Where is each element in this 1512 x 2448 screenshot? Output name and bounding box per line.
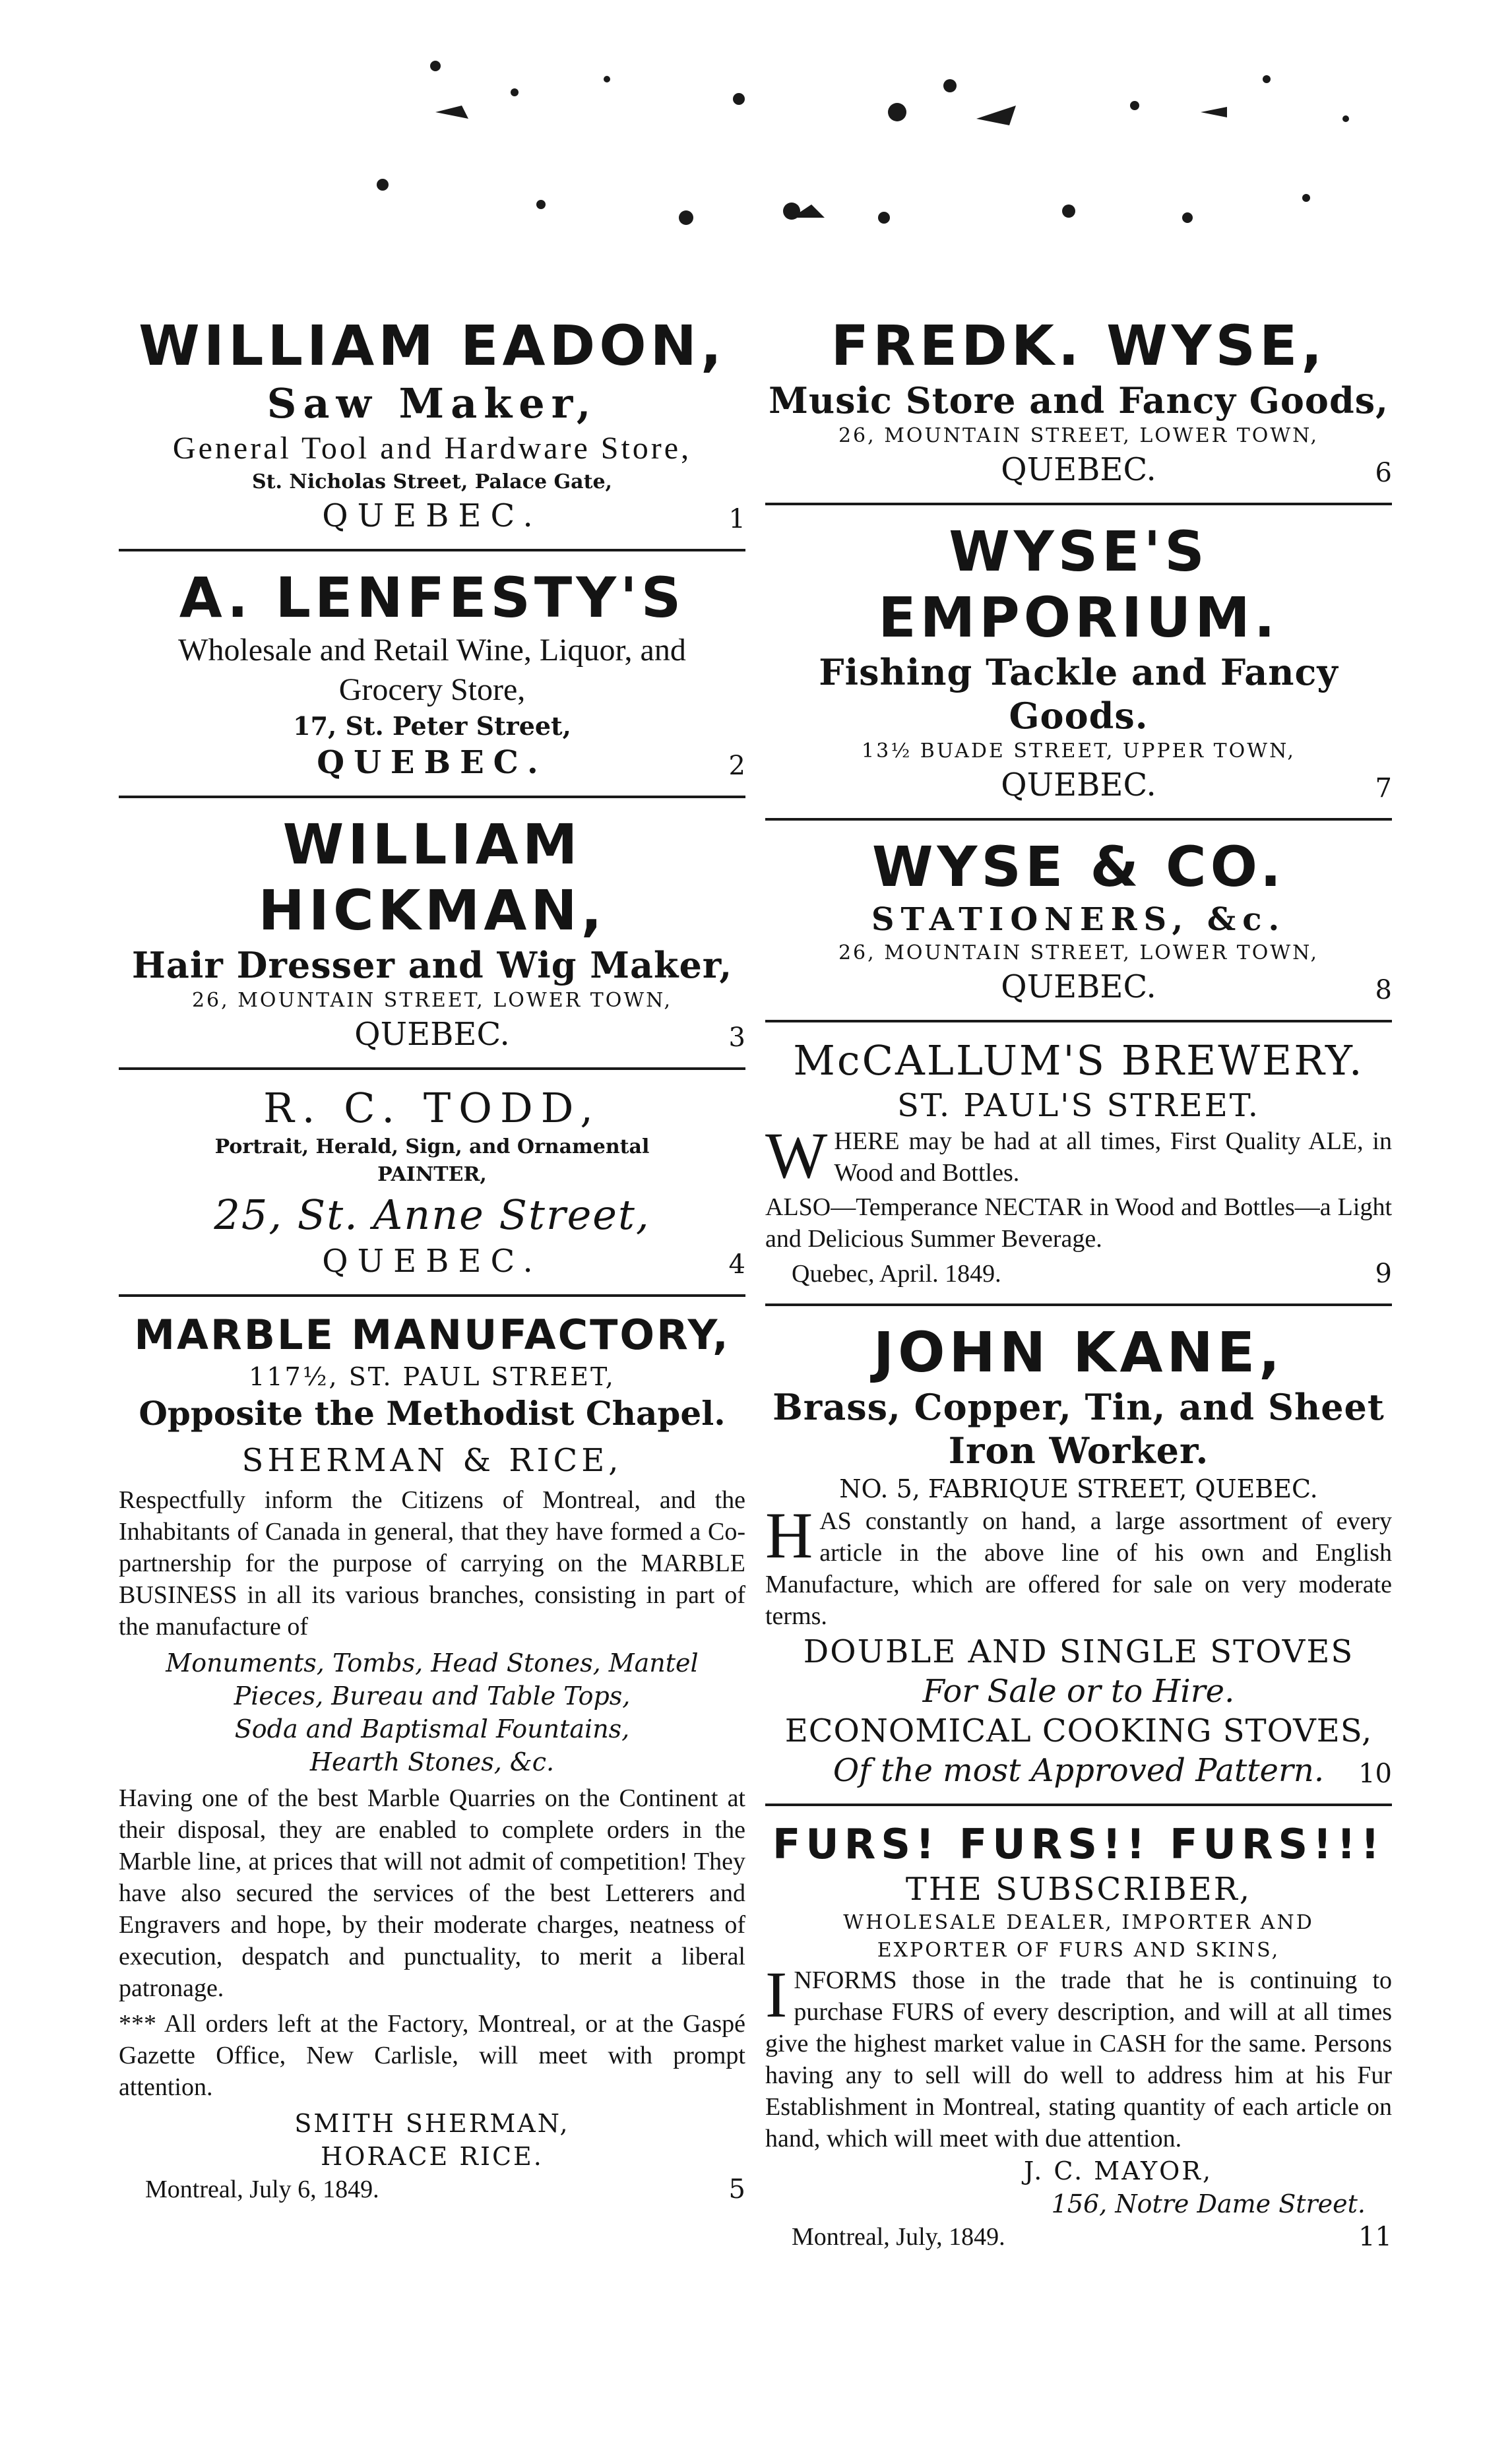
ad-number: 4 bbox=[728, 1249, 745, 1280]
trade-line-2: PAINTER, bbox=[377, 1163, 487, 1186]
city-line: QUEBEC. bbox=[322, 1243, 542, 1280]
divider bbox=[765, 1804, 1392, 1806]
announcement-paragraph: Respectfully inform the Citizens of Montreal, and the Inhabitants of Canada in general, that they have formed a Co-partnership for the purpose of carrying on the MARBLE BUSINESS in all its various branches, consisting in part of the manufacture of bbox=[119, 1486, 745, 1641]
address-line: 156, Notre Dame Street. bbox=[1051, 2189, 1366, 2218]
trade-line: STATIONERS, &c. bbox=[871, 901, 1286, 938]
advertiser-name: FURS! FURS!! FURS!!! bbox=[772, 1820, 1385, 1868]
role-line: WHOLESALE DEALER, IMPORTER AND EXPORTER OF FURS AND SKINS, bbox=[843, 1911, 1314, 1962]
ad-rc-todd bbox=[119, 1081, 745, 1290]
location-tagline: Opposite the Methodist Chapel. bbox=[139, 1394, 726, 1433]
divider bbox=[119, 796, 745, 798]
divider bbox=[765, 503, 1392, 505]
advertiser-name: MARBLE MANUFACTORY, bbox=[134, 1311, 730, 1359]
drop-cap: I bbox=[765, 1958, 788, 2031]
address-line: 17, St. Peter Street, bbox=[293, 711, 571, 741]
ad-number: 5 bbox=[728, 2174, 745, 2205]
product-line: Monuments, Tombs, Head Stones, Mantel bbox=[166, 1648, 699, 1678]
ad-fredk-wyse bbox=[765, 310, 1392, 499]
address-line: 26, MOUNTAIN STREET, LOWER TOWN, bbox=[838, 941, 1319, 964]
advertiser-name: WILLIAM HICKMAN, bbox=[258, 812, 606, 943]
right-column bbox=[765, 310, 1392, 2263]
ad-number: 9 bbox=[1375, 1259, 1392, 1289]
paragraph-text: HERE may be had at all times, First Quality ALE, in Wood and Bottles. bbox=[834, 1127, 1392, 1187]
store-line: Wholesale and Retail Wine, Liquor, and Grocery Store, bbox=[178, 633, 686, 707]
divider bbox=[119, 549, 745, 551]
ad-marble-manufactory bbox=[119, 1307, 745, 2215]
ad-lenfesty bbox=[119, 562, 745, 792]
ad-number: 3 bbox=[728, 1022, 745, 1053]
ad-number: 2 bbox=[728, 751, 745, 781]
advertiser-name: McCALLUM'S BREWERY. bbox=[793, 1036, 1364, 1084]
divider bbox=[119, 1294, 745, 1297]
ad-number: 10 bbox=[1358, 1759, 1392, 1789]
ad-mccallums-brewery bbox=[765, 1033, 1392, 1300]
date-line: Montreal, July, 1849. bbox=[792, 2223, 1005, 2251]
orders-paragraph: *** All orders left at the Factory, Montreal, or at the Gaspé Gazette Office, New Carlisle, will meet with prompt attention. bbox=[119, 2010, 745, 2101]
city-line: QUEBEC. bbox=[1001, 451, 1156, 488]
advertiser-name: JOHN KANE, bbox=[873, 1320, 1284, 1385]
stock-paragraph bbox=[765, 1499, 1392, 1632]
signature-line: HORACE RICE. bbox=[321, 2142, 544, 2171]
advertiser-name: WILLIAM EADON, bbox=[139, 313, 726, 378]
trade-line: Portrait, Herald, Sign, and Ornamental bbox=[214, 1135, 650, 1158]
signature-line: J. C. MAYOR, bbox=[1023, 2156, 1213, 2185]
furs-paragraph bbox=[765, 1958, 1392, 2154]
address-line: 25, St. Anne Street, bbox=[214, 1191, 650, 1239]
ad-number: 11 bbox=[1358, 2222, 1392, 2252]
advertiser-name: A. LENFESTY'S bbox=[179, 565, 685, 630]
quarry-paragraph: Having one of the best Marble Quarries on the Continent at their disposal, they are enabled to complete orders in the Marble line, at prices that will not admit of competition! They have also secured the services of the best Letterers and Engravers and hope, by their moderate charges, neatness of execution, despatch and punctuality, to merit a liberal patronage. bbox=[119, 1784, 745, 2002]
divider bbox=[119, 1067, 745, 1070]
divider bbox=[765, 818, 1392, 821]
divider bbox=[765, 1303, 1392, 1306]
advertiser-name: WYSE & CO. bbox=[871, 834, 1286, 899]
pattern-line: Of the most Approved Pattern. bbox=[833, 1752, 1325, 1789]
ad-number: 6 bbox=[1375, 458, 1392, 488]
date-line: Quebec, April. 1849. bbox=[792, 1260, 1001, 1288]
city-line: QUEBEC. bbox=[317, 744, 548, 781]
address-line: 13½ BUADE STREET, UPPER TOWN, bbox=[862, 739, 1296, 763]
ad-william-eadon bbox=[119, 310, 745, 545]
drop-cap: H bbox=[765, 1499, 813, 1572]
city-line: QUEBEC. bbox=[354, 1016, 510, 1053]
product-line: Hearth Stones, &c. bbox=[309, 1747, 555, 1776]
street-line: ST. PAUL'S STREET. bbox=[897, 1087, 1260, 1124]
store-line: General Tool and Hardware Store, bbox=[172, 431, 692, 466]
ad-number: 8 bbox=[1375, 975, 1392, 1005]
trade-line: Hair Dresser and Wig Maker, bbox=[131, 944, 733, 986]
city-line: QUEBEC. bbox=[1001, 767, 1156, 803]
trade-line: Music Store and Fancy Goods, bbox=[769, 379, 1389, 422]
firm-name: SHERMAN & RICE, bbox=[241, 1442, 623, 1479]
print-noise-decoration bbox=[145, 20, 1399, 244]
address-line: 117½, ST. PAUL STREET, bbox=[249, 1362, 615, 1391]
paragraph-text: NFORMS those in the trade that he is continuing to purchase FURS of every description, and will at all times give the highest market value in CASH for the same. Persons having any to sell will do well to address him at his Fur Establishment in Montreal, stating quantity of each article on hand, which will meet with due attention. bbox=[765, 1966, 1392, 2152]
stoves-line: DOUBLE AND SINGLE STOVES bbox=[803, 1633, 1354, 1670]
advertiser-name: R. C. TODD, bbox=[263, 1084, 601, 1132]
product-line: Soda and Baptismal Fountains, bbox=[234, 1714, 630, 1743]
signature-line: SMITH SHERMAN, bbox=[294, 2109, 570, 2138]
hire-line: For Sale or to Hire. bbox=[922, 1673, 1235, 1710]
ad-wyse-and-co bbox=[765, 831, 1392, 1016]
ad-wyses-emporium bbox=[765, 516, 1392, 814]
product-line: Pieces, Bureau and Table Tops, bbox=[234, 1681, 631, 1710]
advertiser-name: WYSE'S EMPORIUM. bbox=[878, 519, 1279, 650]
ad-number: 7 bbox=[1375, 773, 1392, 803]
drop-cap: W bbox=[765, 1119, 828, 1192]
left-column bbox=[119, 310, 745, 2215]
ad-william-hickman bbox=[119, 809, 745, 1063]
nectar-paragraph: ALSO—Temperance NECTAR in Wood and Bottles—a Light and Delicious Summer Beverage. bbox=[765, 1193, 1392, 1253]
address-line: NO. 5, FABRIQUE STREET, QUEBEC. bbox=[839, 1474, 1318, 1503]
address-line: 26, MOUNTAIN STREET, LOWER TOWN, bbox=[191, 989, 673, 1012]
city-line: QUEBEC. bbox=[1001, 968, 1156, 1005]
ad-john-kane bbox=[765, 1317, 1392, 1800]
subscriber-line: THE SUBSCRIBER, bbox=[905, 1871, 1252, 1908]
address-line: 26, MOUNTAIN STREET, LOWER TOWN, bbox=[838, 424, 1319, 447]
city-line: QUEBEC. bbox=[322, 497, 542, 534]
address-line: St. Nicholas Street, Palace Gate, bbox=[251, 470, 612, 493]
paragraph-text: AS constantly on hand, a large assortment of every article in the above line of his own and English Manufacture, which are offered for sale on very moderate terms. bbox=[765, 1507, 1392, 1630]
ad-furs bbox=[765, 1817, 1392, 2263]
cooking-stoves-line: ECONOMICAL COOKING STOVES, bbox=[784, 1712, 1373, 1749]
date-line: Montreal, July 6, 1849. bbox=[145, 2176, 379, 2203]
trade-line: Saw Maker, bbox=[267, 379, 598, 427]
trade-line: Fishing Tackle and Fancy Goods. bbox=[819, 651, 1339, 737]
brewery-paragraph bbox=[765, 1119, 1392, 1192]
advertiser-name: FREDK. WYSE, bbox=[831, 313, 1327, 378]
trade-line: Brass, Copper, Tin, and Sheet Iron Worker. bbox=[772, 1386, 1385, 1472]
divider bbox=[765, 1020, 1392, 1022]
ad-number: 1 bbox=[728, 504, 745, 534]
